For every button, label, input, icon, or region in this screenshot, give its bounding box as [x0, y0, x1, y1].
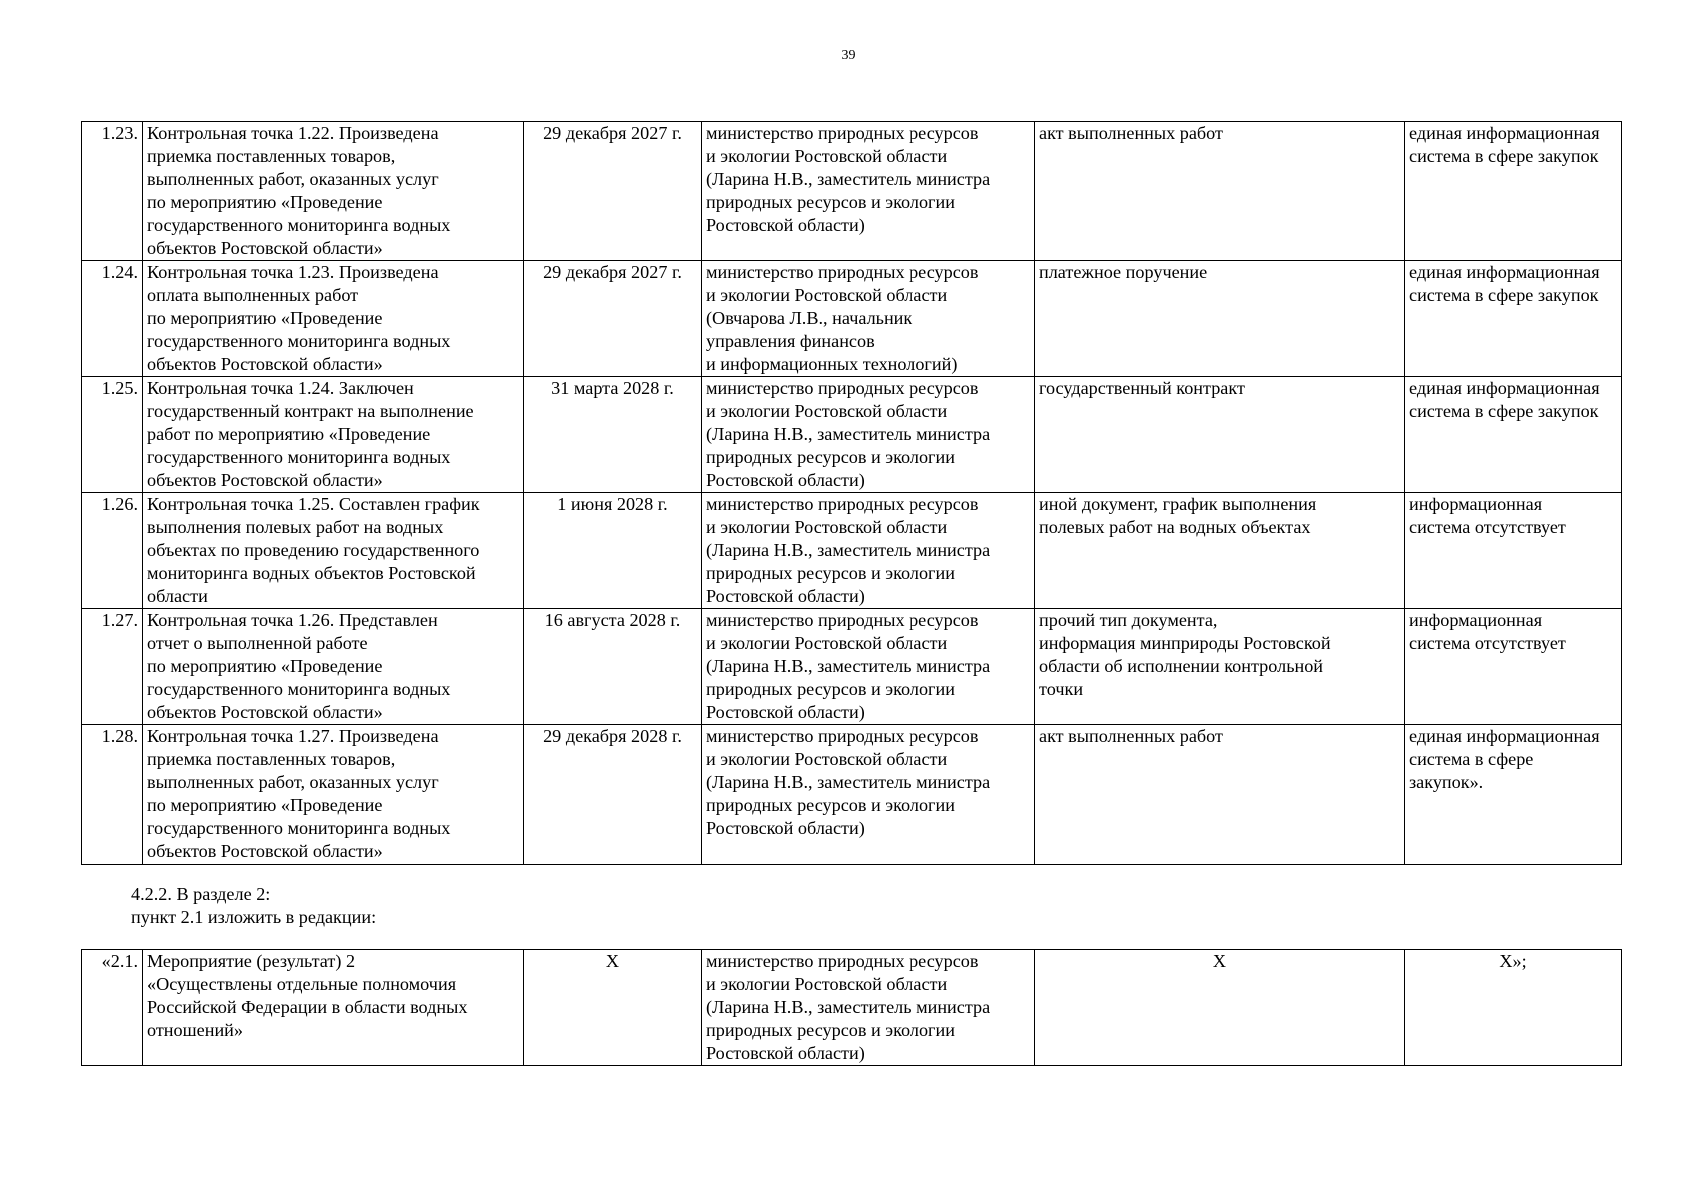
row-number: 1.28.	[82, 725, 143, 865]
info-system-cell: Х»;	[1405, 950, 1622, 1066]
event-cell: Контрольная точка 1.23. Произведена оплата выполненных работ по мероприятию «Проведение государственного мониторинга водных объектов Ростовской области»	[143, 261, 524, 377]
event-cell: Контрольная точка 1.24. Заключен государственный контракт на выполнение работ по мероприятию «Проведение государственного мониторинга водных объектов Ростовской области»	[143, 377, 524, 493]
row-number: «2.1.	[82, 950, 143, 1066]
responsible-cell: министерство природных ресурсов и экологии Ростовской области (Ларина Н.В., заместитель министра природных ресурсов и экологии Ростовской области)	[702, 493, 1035, 609]
table-row	[82, 609, 1622, 725]
section-heading: 4.2.2. В разделе 2:	[131, 884, 271, 904]
event-cell: Контрольная точка 1.27. Произведена приемка поставленных товаров, выполненных работ, оказанных услуг по мероприятию «Проведение государственного мониторинга водных объектов Ростовской области»	[143, 725, 524, 865]
responsible-cell: министерство природных ресурсов и экологии Ростовской области (Ларина Н.В., заместитель министра природных ресурсов и экологии Ростовской области)	[702, 122, 1035, 261]
info-system-cell: единая информационная система в сфере закупок».	[1405, 725, 1622, 865]
date-cell: 29 декабря 2027 г.	[524, 122, 702, 261]
table-row	[82, 377, 1622, 493]
table-row	[82, 950, 1622, 1066]
control-points-table	[81, 121, 1622, 865]
event-cell: Мероприятие (результат) 2 «Осуществлены отдельные полномочия Российской Федерации в области водных отношений»	[143, 950, 524, 1066]
activity-table	[81, 949, 1622, 1066]
row-number: 1.23.	[82, 122, 143, 261]
row-number: 1.27.	[82, 609, 143, 725]
document-type-cell: акт выполненных работ	[1035, 725, 1405, 865]
date-cell: 29 декабря 2028 г.	[524, 725, 702, 865]
row-number: 1.26.	[82, 493, 143, 609]
table-row	[82, 122, 1622, 261]
date-cell: 31 марта 2028 г.	[524, 377, 702, 493]
info-system-cell: единая информационная система в сфере закупок	[1405, 122, 1622, 261]
info-system-cell: единая информационная система в сфере закупок	[1405, 377, 1622, 493]
document-type-cell: акт выполненных работ	[1035, 122, 1405, 261]
info-system-cell: единая информационная система в сфере закупок	[1405, 261, 1622, 377]
row-number: 1.24.	[82, 261, 143, 377]
event-cell: Контрольная точка 1.22. Произведена приемка поставленных товаров, выполненных работ, оказанных услуг по мероприятию «Проведение государственного мониторинга водных объектов Ростовской области»	[143, 122, 524, 261]
date-cell: 29 декабря 2027 г.	[524, 261, 702, 377]
row-number: 1.25.	[82, 377, 143, 493]
info-system-cell: информационная система отсутствует	[1405, 609, 1622, 725]
responsible-cell: министерство природных ресурсов и экологии Ростовской области (Ларина Н.В., заместитель министра природных ресурсов и экологии Ростовской области)	[702, 377, 1035, 493]
page-number: 39	[841, 48, 856, 63]
document-type-cell: иной документ, график выполнения полевых работ на водных объектах	[1035, 493, 1405, 609]
document-type-cell: платежное поручение	[1035, 261, 1405, 377]
date-cell: Х	[524, 950, 702, 1066]
date-cell: 1 июня 2028 г.	[524, 493, 702, 609]
document-type-cell: Х	[1035, 950, 1405, 1066]
responsible-cell: министерство природных ресурсов и экологии Ростовской области (Ларина Н.В., заместитель министра природных ресурсов и экологии Ростовской области)	[702, 950, 1035, 1066]
date-cell: 16 августа 2028 г.	[524, 609, 702, 725]
event-cell: Контрольная точка 1.25. Составлен график выполнения полевых работ на водных объектах по проведению государственного мониторинга водных объектов Ростовской области	[143, 493, 524, 609]
responsible-cell: министерство природных ресурсов и экологии Ростовской области (Овчарова Л.В., начальник управления финансов и информационных технологий)	[702, 261, 1035, 377]
instruction-text: пункт 2.1 изложить в редакции:	[131, 907, 377, 927]
event-cell: Контрольная точка 1.26. Представлен отчет о выполненной работе по мероприятию «Проведение государственного мониторинга водных объектов Ростовской области»	[143, 609, 524, 725]
responsible-cell: министерство природных ресурсов и экологии Ростовской области (Ларина Н.В., заместитель министра природных ресурсов и экологии Ростовской области)	[702, 725, 1035, 865]
document-type-cell: прочий тип документа, информация минприроды Ростовской области об исполнении контрольной точки	[1035, 609, 1405, 725]
responsible-cell: министерство природных ресурсов и экологии Ростовской области (Ларина Н.В., заместитель министра природных ресурсов и экологии Ростовской области)	[702, 609, 1035, 725]
table-row	[82, 261, 1622, 377]
table-row	[82, 493, 1622, 609]
info-system-cell: информационная система отсутствует	[1405, 493, 1622, 609]
table-row	[82, 725, 1622, 865]
document-type-cell: государственный контракт	[1035, 377, 1405, 493]
